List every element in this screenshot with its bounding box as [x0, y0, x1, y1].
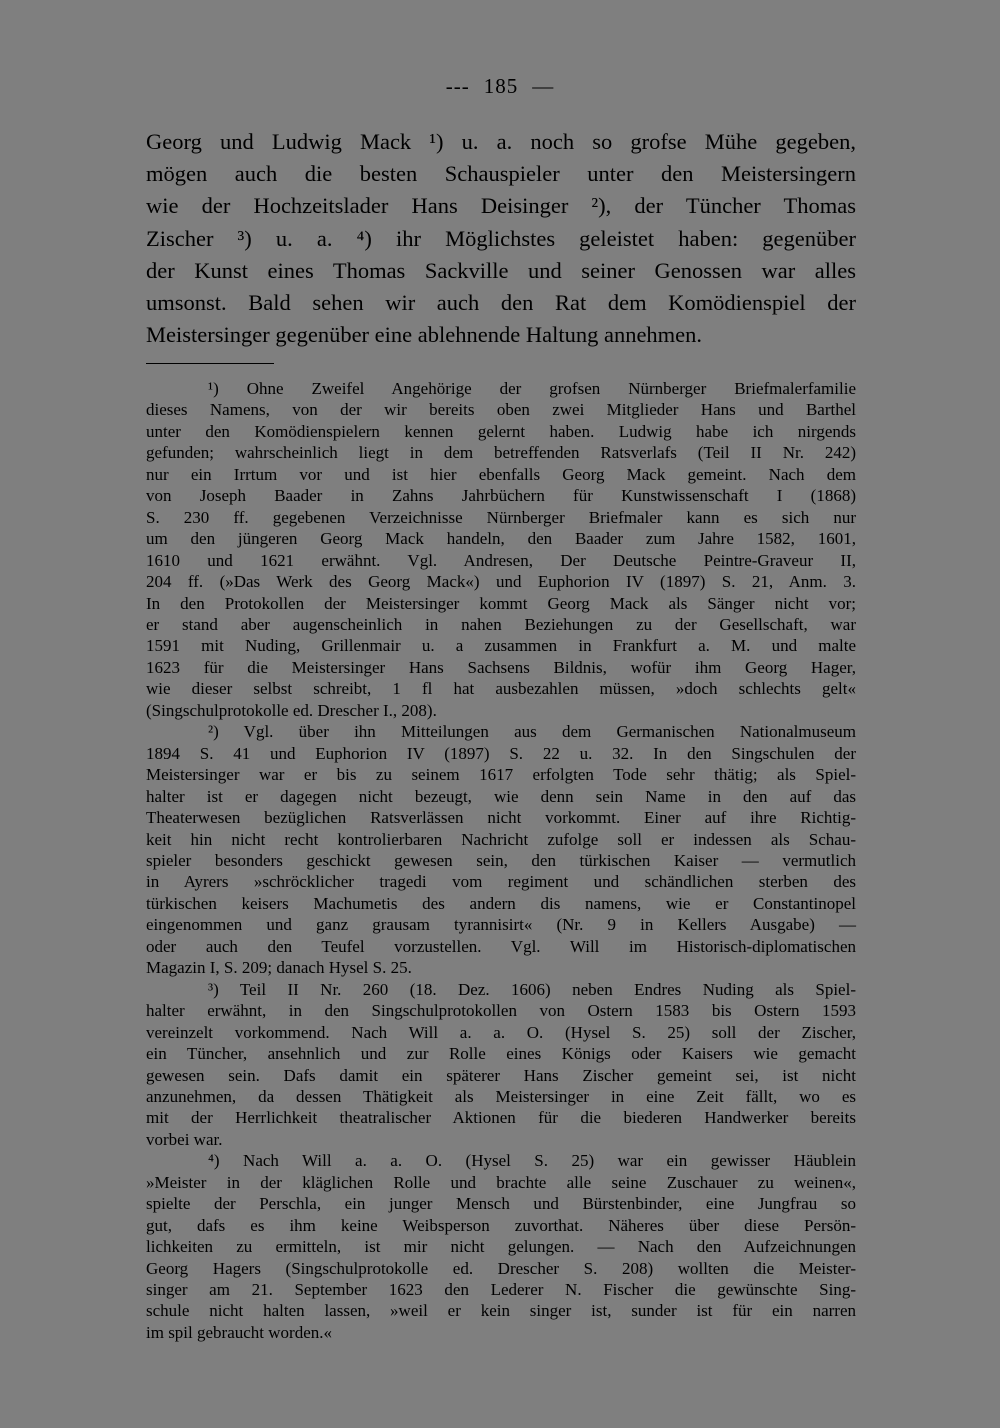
footnote-line: Theaterwesen bezüglichen Ratsverlässen nicht vorkommt. Einer auf ihre Richtig-	[146, 808, 856, 828]
main-text-line: der Kunst eines Thomas Sackville und seiner Genossen war alles	[146, 257, 856, 283]
footnote-line: mit der Herrlichkeit theatralischer Aktionen für die biederen Handwerker bereits	[146, 1108, 856, 1128]
footnote-line: 1591 mit Nuding, Grillenmair u. a zusammen in Frankfurt a. M. und malte	[146, 636, 856, 656]
footnote-line: spieler besonders geschickt gewesen sein, den türkischen Kaiser — vermutlich	[146, 850, 856, 870]
footnote-separator-rule	[146, 363, 274, 364]
main-text-line: Zischer ³) u. a. ⁴) ihr Möglichstes geleistet haben: gegenüber	[146, 225, 856, 251]
footnote-line: türkischen keisers Machumetis des andern dis namens, wie er Constantinopel	[146, 893, 856, 913]
footnote-line: S. 230 ff. gegebenen Verzeichnisse Nürnberger Briefmaler kann es sich nur	[146, 507, 856, 527]
main-text-line: Georg und Ludwig Mack ¹) u. a. noch so grofse Mühe gegeben,	[146, 129, 856, 154]
footnote-line: ³) Teil II Nr. 260 (18. Dez. 1606) neben Endres Nuding als Spiel-	[208, 979, 856, 999]
footnote-line: Meistersinger war er bis zu seinem 1617 erfolgten Tode sehr thätig; als Spiel-	[146, 765, 856, 785]
footnote-line: im spil gebraucht worden.«	[146, 1322, 333, 1342]
footnote-line: gewesen sein. Dafs damit ein späterer Hans Zischer gemeint sei, ist nicht	[146, 1065, 856, 1085]
footnote-line: um den jüngeren Georg Mack handeln, den Baader zum Jahre 1582, 1601,	[146, 529, 856, 549]
footnote-line: dieses Namens, von der wir bereits oben zwei Mitglieder Hans und Barthel	[146, 400, 856, 420]
footnote-line: 1894 S. 41 und Euphorion IV (1897) S. 22 u. 32. In den Singschulen der	[146, 743, 856, 763]
footnote-line: 1610 und 1621 erwähnt. Vgl. Andresen, Der Deutsche Peintre-Graveur II,	[146, 550, 856, 570]
main-text-line: mögen auch die besten Schauspieler unter den Meistersingern	[146, 161, 856, 187]
footnote-line: ¹) Ohne Zweifel Angehörige der grofsen Nürnberger Briefmalerfamilie	[208, 379, 856, 398]
footnote-line: »Meister in der kläglichen Rolle und brachte alle seine Zuschauer zu weinen«,	[146, 1172, 856, 1192]
footnote-line: Magazin I, S. 209; danach Hysel S. 25.	[146, 958, 412, 978]
footnote-line: unter den Komödienspielern kennen gelernt haben. Ludwig habe ich nirgends	[146, 421, 856, 441]
footnote-line: lichkeiten zu ermitteln, ist mir nicht gelungen. — Nach den Aufzeichnungen	[146, 1237, 856, 1257]
page-number-dash-right: —	[532, 74, 555, 98]
footnote-line: singer am 21. September 1623 den Lederer N. Fischer die gewünschte Sing-	[146, 1280, 856, 1300]
footnote-line: In den Protokollen der Meistersinger kommt Georg Mack als Sänger nicht vor;	[146, 593, 856, 613]
page-number-dash-left: ---	[445, 74, 470, 98]
footnote-line: wie dieser selbst schreibt, 1 fl hat ausbezahlen müssen, »doch schlechts gelt«	[146, 679, 856, 699]
footnote-line: oder auch den Teufel vorzustellen. Vgl. Will im Historisch-diplomatischen	[146, 936, 856, 956]
footnote-line: gefunden; wahrscheinlich liegt in dem betreffenden Ratsverlafs (Teil II Nr. 242)	[146, 443, 856, 463]
footnote-line: halter erwähnt, in den Singschulprotokollen von Ostern 1583 bis Ostern 1593	[146, 1001, 856, 1021]
footnote-line: ⁴) Nach Will a. a. O. (Hysel S. 25) war ein gewisser Häublein	[208, 1151, 856, 1171]
footnote-line: 204 ff. (»Das Werk des Georg Mack«) und Euphorion IV (1897) S. 21, Anm. 3.	[146, 572, 856, 592]
footnote-line: keit hin nicht recht kontrolierbaren Nachricht zufolge soll er indessen als Schau-	[146, 829, 856, 849]
footnote-line: ²) Vgl. über ihn Mitteilungen aus dem Germanischen Nationalmuseum	[208, 722, 856, 742]
footnote-line: eingenommen und ganz grausam tyrannisirt« (Nr. 9 in Kellers Ausgabe) —	[146, 915, 856, 935]
footnote-line: gut, dafs es ihm keine Weibsperson zuvorthat. Näheres über diese Persön-	[146, 1215, 856, 1235]
footnote-line: vereinzelt vorkommend. Nach Will a. a. O. (Hysel S. 25) soll der Zischer,	[146, 1022, 856, 1042]
footnote-line: nur ein Irrtum vor und ist hier ebenfalls Georg Mack gemeint. Nach dem	[146, 464, 856, 484]
footnote-line: er stand aber augenscheinlich in nahen Beziehungen zu der Gesellschaft, war	[146, 614, 856, 634]
main-text-line: Meistersinger gegenüber eine ablehnende Haltung annehmen.	[146, 322, 703, 348]
page-number-line	[0, 74, 1000, 99]
footnote-line: (Singschulprotokolle ed. Drescher I., 208).	[146, 700, 437, 720]
page-number: 185	[483, 74, 519, 98]
footnote-line: Georg Hagers (Singschulprotokolle ed. Drescher S. 208) wollten die Meister-	[146, 1258, 856, 1278]
footnote-line: vorbei war.	[146, 1129, 223, 1149]
footnote-line: von Joseph Baader in Zahns Jahrbüchern für Kunstwissenschaft I (1868)	[146, 486, 856, 506]
footnote-line: halter ist er dagegen nicht bezeugt, wie denn sein Name in den auf das	[146, 786, 856, 806]
footnote-line: anzunehmen, da dessen Thätigkeit als Meistersinger in eine Zeit fällt, wo es	[146, 1086, 856, 1106]
main-text-line: umsonst. Bald sehen wir auch den Rat dem Komödienspiel der	[146, 290, 856, 316]
footnote-line: ein Tüncher, ansehnlich und zur Rolle eines Königs oder Kaisers wie gemacht	[146, 1044, 856, 1064]
footnote-line: 1623 für die Meistersinger Hans Sachsens Bildnis, wofür ihm Georg Hager,	[146, 657, 856, 677]
footnote-line: spielte der Perschla, ein junger Mensch und Bürstenbinder, eine Jungfrau so	[146, 1194, 856, 1214]
main-text	[146, 126, 856, 351]
footnotes	[146, 378, 856, 1343]
main-text-line: wie der Hochzeitslader Hans Deisinger ²), der Tüncher Thomas	[146, 193, 856, 219]
footnote-line: schule nicht halten lassen, »weil er kein singer ist, sunder ist für ein narren	[146, 1301, 856, 1321]
footnote-line: in Ayrers »schröcklicher tragedi vom regiment und schändlichen sterben des	[146, 872, 856, 892]
